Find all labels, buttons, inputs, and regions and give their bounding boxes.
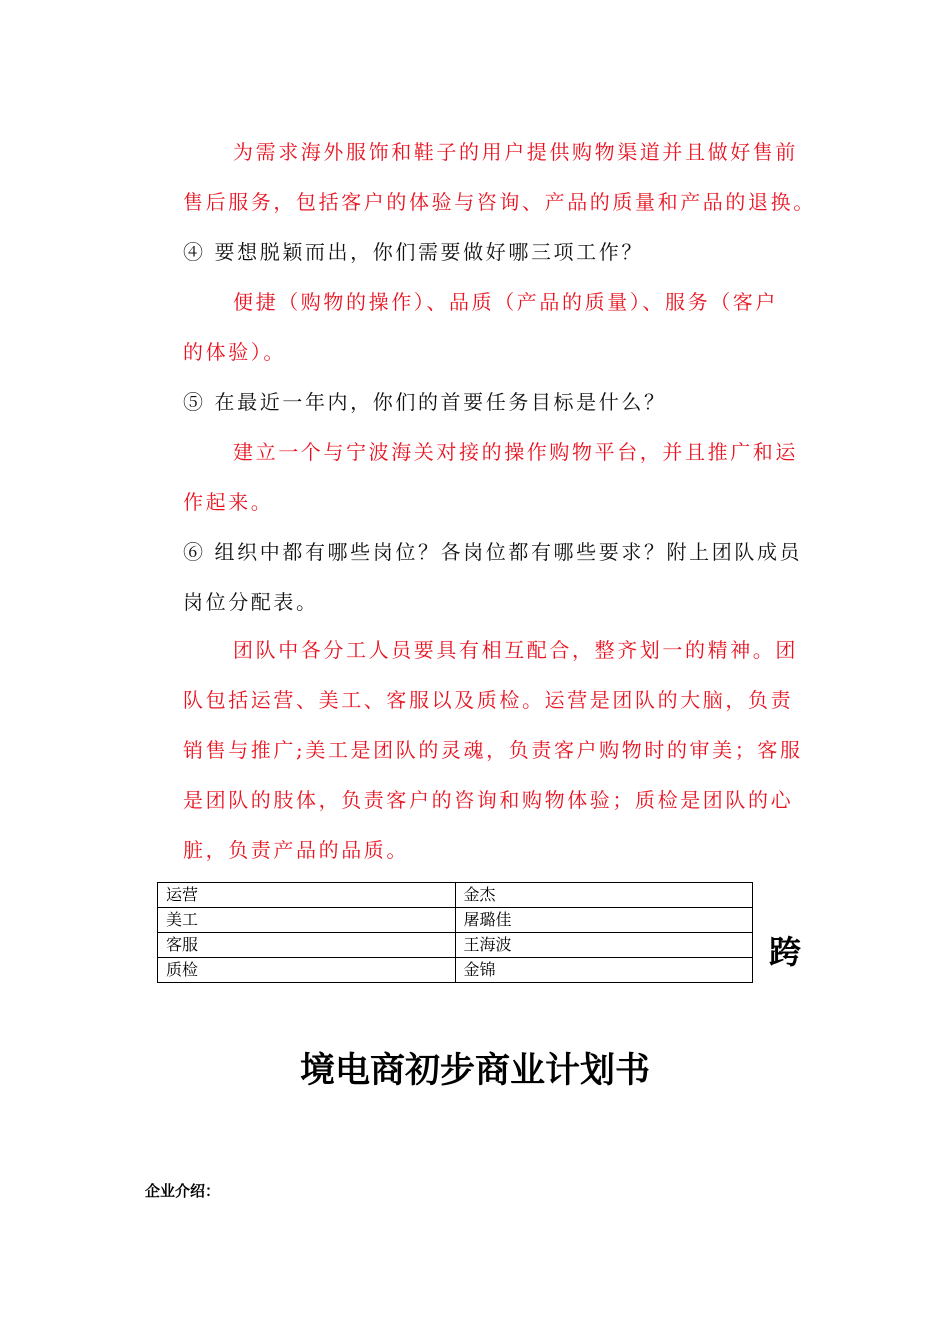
answer-6-line-3: 销售与推广;美工是团队的灵魂，负责客户购物时的审美；客服 [183,738,803,762]
answer-6-line-4: 是团队的肢体，负责客户的咨询和购物体验；质检是团队的心 [183,788,794,812]
table-row [158,933,753,958]
answer-3-line-1: 为需求海外服饰和鞋子的用户提供购物渠道并且做好售前 [233,140,798,164]
role-cell: 质检 [158,958,456,983]
question-5: ⑤ 在最近一年内，你们的首要任务目标是什么？ [183,390,667,414]
role-cell: 运营 [158,883,456,908]
page-title: 境电商初步商业计划书 [299,1051,650,1091]
answer-6-line-5: 脏，负责产品的品质。 [183,838,409,862]
answer-4-line-2: 的体验）。 [183,340,286,364]
member-cell: 王海波 [455,933,753,958]
table-row [158,958,753,983]
table-row [158,908,753,933]
role-cell: 客服 [158,933,456,958]
question-4: ④ 要想脱颖而出，你们需要做好哪三项工作？ [183,240,644,264]
member-cell: 屠璐佳 [455,908,753,933]
answer-3-line-2: 售后服务，包括客户的体验与咨询、产品的质量和产品的退换。 [183,190,816,214]
member-cell: 金锦 [455,958,753,983]
question-6-line-2: 岗位分配表。 [183,590,319,614]
answer-6-line-1: 团队中各分工人员要具有相互配合，整齐划一的精神。团 [233,638,798,662]
member-cell: 金杰 [455,883,753,908]
title-first-char: 跨 [769,933,802,971]
roles-table [157,882,753,983]
section-label-company-intro: 企业介绍： [145,1182,221,1200]
question-6-line-1: ⑥ 组织中都有哪些岗位？各岗位都有哪些要求？附上团队成员 [183,540,803,564]
role-cell: 美工 [158,908,456,933]
answer-5-line-2: 作起来。 [183,490,274,514]
answer-6-line-2: 队包括运营、美工、客服以及质检。运营是团队的大脑，负责 [183,688,794,712]
answer-5-line-1: 建立一个与宁波海关对接的操作购物平台，并且推广和运 [233,440,798,464]
answer-4-line-1: 便捷（购物的操作）、品质（产品的质量）、服务（客户 [233,290,778,314]
table-row [158,883,753,908]
